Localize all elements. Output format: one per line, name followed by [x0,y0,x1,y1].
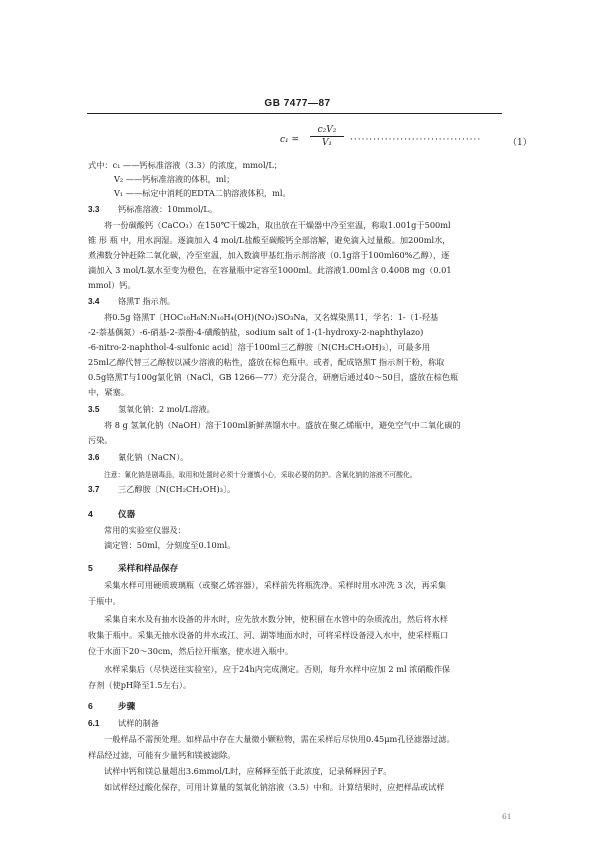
chapter-title: 步骤 [118,701,136,711]
paragraph-line: 锥 形 瓶 中，用水润湿。逐滴加入 4 mol/L盐酸至碳酸钙全部溶解，避免滴入过量酸。加200ml水， [88,235,451,245]
paragraph-line: 污染。 [88,435,113,445]
paragraph-line: mmol）钙。 [88,280,136,290]
section-6-1-heading [88,718,159,729]
formula-number: （1） [508,138,532,148]
paragraph-line: 存剂（使pH降至1.5左右）。 [88,680,192,690]
paragraph-line: 常用的实验室仪器及： [104,525,186,535]
paragraph-line: 一般样品不需预处理。如样品中存在大量微小颗粒物，需在采样后尽快用0.45μm孔径滤器过滤。 [104,734,455,744]
section-number: 3.7 [88,485,100,494]
page-number: 61 [502,812,512,821]
paragraph-line: 将一份碳酸钙（CaCO₃）在150℃干燥2h，取出放在干燥器中冷至室温，称取1.001g于500ml [104,220,451,230]
chapter-6-heading [88,700,135,712]
chapter-number: 5 [88,563,93,573]
section-title: 氰化钠（NaCN）。 [118,452,189,462]
header-divider [87,113,502,114]
formula-fraction [310,125,344,148]
paragraph-line: 样品经过滤，可能有少量钙和镁被滤除。 [88,750,236,760]
chapter-title: 采样和样品保存 [118,563,179,573]
formula-1 [270,124,540,156]
formula-lhs: c₁ = [280,135,300,145]
paragraph-line: 于瓶中。 [88,596,121,606]
standard-header: GB 7477—87 [264,98,331,109]
section-3-7-heading [88,484,235,495]
section-title: 试样的制备 [118,718,159,728]
formula-leader-dots: ·································· [350,135,482,145]
definition-line-3: V₁ ——标定中消耗的EDTA二钠溶液体积，ml。 [114,188,291,198]
paragraph-line: 煮沸数分钟赶除二氧化碳，冷至室温，加入数滴甲基红指示剂溶液（0.1g溶于100ml60%乙醇），逐 [88,250,450,260]
paragraph-line: 25ml乙醇代替三乙醇胺以减少溶液的粘性，盛放在棕色瓶中。或者，配成铬黑T 指示剂干粉，称取 [88,357,445,367]
section-title: 三乙醇胺〔N(CH₂CH₂OH)₃〕。 [118,484,236,494]
section-number: 3.6 [88,453,100,462]
section-number: 3.3 [88,205,100,214]
chapter-title: 仪器 [118,509,136,519]
paragraph-line: 将 8 g 氢氧化钠（NaOH）溶于100ml新鲜蒸馏水中。盛放在聚乙烯瓶中，避免空气中二氧化碳的 [104,420,461,430]
paragraph-line: 0.5g铬黑T与100g氯化钠（NaCl，GB 1266—77）充分混合，研磨后通过40～50目，盛放在棕色瓶 [88,372,459,382]
section-title: 钙标准溶液：10mmol/L。 [118,204,218,214]
paragraph-line: 采集自来水及有抽水设备的井水时，应先放水数分钟，使积留在水管中的杂质流出，然后将水样 [104,614,448,624]
paragraph-line: 中，紧塞。 [88,387,129,397]
paragraph-line: 滴定管：50ml，分刻度至0.10ml。 [104,540,236,550]
paragraph-line: 如试样经过酸化保存，可用计算量的氢氧化钠溶液（3.5）中和。计算结果时，应把样品或试样 [104,782,445,792]
section-title: 铬黑T 指示剂。 [118,296,176,306]
section-number: 3.4 [88,297,100,306]
paragraph-line: 滴加入 3 mol/L氨水至变为橙色，在容量瓶中定容至1000ml。此溶液1.00ml含 0.4008 mg（0.01 [88,265,452,275]
definition-prefix: 式中： [88,160,113,170]
paragraph-line: -6-nitro-2-naphthol-4-sulfonic acid〕溶于100ml三乙醇胺〔N(CH₂CH₂OH)₃〕，可最多用 [88,342,431,352]
section-number: 6.1 [88,719,100,728]
section-title: 氢氧化钠：2 mol/L溶液。 [118,404,215,414]
paragraph-line: -2-萘基偶氮）-6-硝基-2-萘酚-4-磺酸钠盐，sodium salt of 1-(1-hydroxy-2-naphthylazo) [88,327,424,337]
section-3-3-heading [88,204,217,215]
paragraph-line: 收集于瓶中。采集无抽水设备的井水或江、河、湖等地面水时，可将采样设备浸入水中，使采样瓶口 [88,630,449,640]
section-3-4-heading [88,296,175,307]
paragraph-line: 位于水面下20～30cm，然后拉开瓶塞，使水进入瓶中。 [88,646,294,656]
definition-line-1 [88,160,282,171]
paragraph-line: 试样中钙和镁总量超出3.6mmol/L时，应稀释至低于此浓度，记录稀释因子F。 [104,766,392,776]
section-3-5-heading [88,404,215,415]
chapter-4-heading [88,508,135,520]
chapter-5-heading [88,562,178,574]
paragraph-line: 将0.5g 铬黑T〔HOC₁₀H₆N:N₁₀H₄(OH)(NO₂)SO₃Na，又名媒染黑11，学名：1-（1-羟基 [104,312,439,322]
paragraph-line: 采集水样可用硬质玻璃瓶（或聚乙烯容器），采样前先将瓶洗净。采样时用水冲洗 3 次，再采集 [104,580,447,590]
formula-numerator: c₂V₂ [310,125,344,137]
paragraph-line: 水样采集后（尽快送往实验室），应于24h内完成测定。否则，每升水样中应加 2 ml 浓硝酸作保 [104,664,451,674]
definition-text: c₁ ——钙标准溶液（3.3）的浓度，mmol/L； [112,160,282,170]
chapter-number: 4 [88,509,93,519]
chapter-number: 6 [88,701,93,711]
section-3-6-heading [88,452,189,463]
definition-line-2: V₂ ——钙标准溶液的体积，ml； [114,174,235,184]
section-number: 3.5 [88,405,100,414]
safety-note: 注意：氰化钠是剧毒品，取用和处置时必须十分谨慎小心，采取必要的防护。含氰化钠的溶液不可酸化。 [104,471,417,479]
formula-denominator: V₁ [321,138,333,148]
